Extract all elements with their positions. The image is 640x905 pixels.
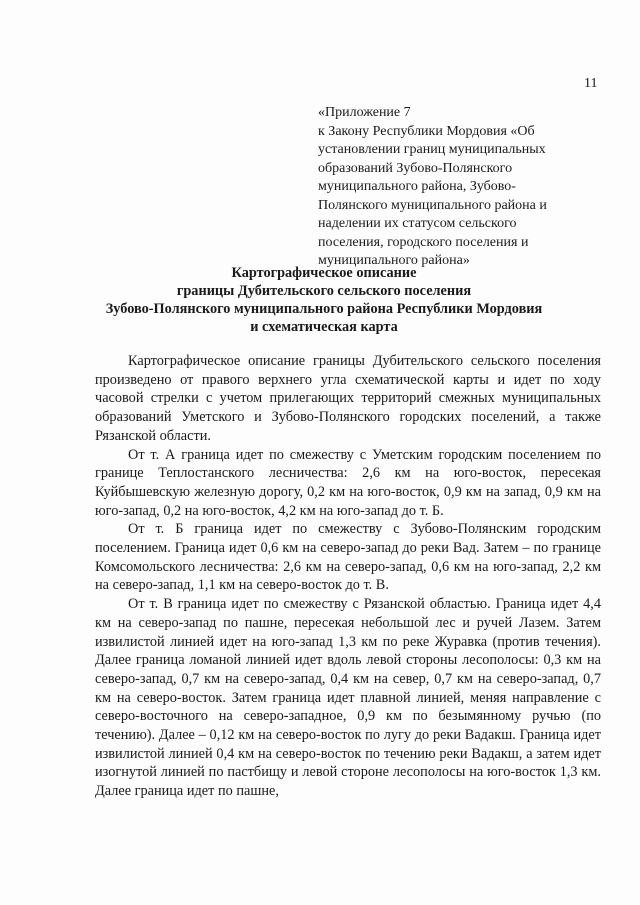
annex-line: наделении их статусом сельского <box>318 216 517 231</box>
body-paragraph: Картографическое описание границы Дубительского сельского поселения произведено от правого верхнего угла схематической карты и идет по ходу часовой стрелки с учетом прилегающих территорий смежных муниципальных образований Уметского и Зубово-Полянского городских поселений, а также Рязанской области. <box>95 353 601 444</box>
annex-line: муниципального района, Зубово- <box>318 179 516 194</box>
body-paragraph: От т. Б граница идет по смежеству с Зубово-Полянским городским поселением. Граница идет 0,6 км на северо-запад до реки Вад. Затем – по границе Комсомольского лесничества: 2,6 км на северо-запад, 0,6 км на юго-запад, 2,2 км на северо-запад, 1,1 км на северо-восток до т. В. <box>95 521 601 594</box>
annex-line: «Приложение 7 <box>318 105 411 120</box>
document-title <box>60 264 588 336</box>
annex-line: Полянского муниципального района и <box>318 197 547 213</box>
page-number: 11 <box>584 76 598 91</box>
annex-line: к Закону Республики Мордовия «Об <box>318 123 535 139</box>
annex-header <box>318 104 598 271</box>
title-line: границы Дубительского сельского поселения <box>176 283 472 299</box>
annex-line: муниципального района» <box>318 253 470 268</box>
title-line: Зубово-Полянского муниципального района Республики Мордовия <box>105 301 543 317</box>
body-paragraph: От т. В граница идет по смежеству с Рязанской областью. Граница идет 4,4 км на северо-запад по пашне, пересекая небольшой лес и ручей Лазем. Затем извилистой линией идет на юго-запад 1,3 км по реке Журавка (против течения). Далее граница ломаной линией идет вдоль левой стороны лесополосы: 0,3 км на северо-запад, 0,7 км на северо-запад, 0,4 км на север, 0,7 км на северо-запад, 0,7 км на северо-восток. Затем граница идет плавной линией, меняя направление с северо-восточного на северо-западное, 0,9 км по безымянному ручью (по течению). Далее – 0,12 км на северо-восток по лугу до реки Вадакш. Граница идет извилистой линией 0,4 км на северо-восток по течению реки Вадакш, а затем идет изогнутой линией по пастбищу и левой стороне лесополосы на юго-восток 1,3 км. Далее граница идет по пашне, <box>95 596 601 800</box>
title-line: Картографическое описание <box>231 265 417 281</box>
annex-line: поселения, городского поселения и <box>318 234 529 250</box>
document-body <box>95 352 601 801</box>
annex-line: установлении границ муниципальных <box>318 142 546 157</box>
title-line: и схематическая карта <box>250 319 398 335</box>
annex-line: образований Зубово-Полянского <box>318 160 513 176</box>
body-paragraph: От т. А граница идет по смежеству с Уметским городским поселением по границе Теплостанского лесничества: 2,6 км на юго-восток, пересекая Куйбышевскую железную дорогу, 0,2 км на юго-восток, 0,9 км на запад, 0,9 км на юго-запад, 0,2 на юго-восток, 4,2 км на юго-запад до т. Б. <box>95 446 601 519</box>
